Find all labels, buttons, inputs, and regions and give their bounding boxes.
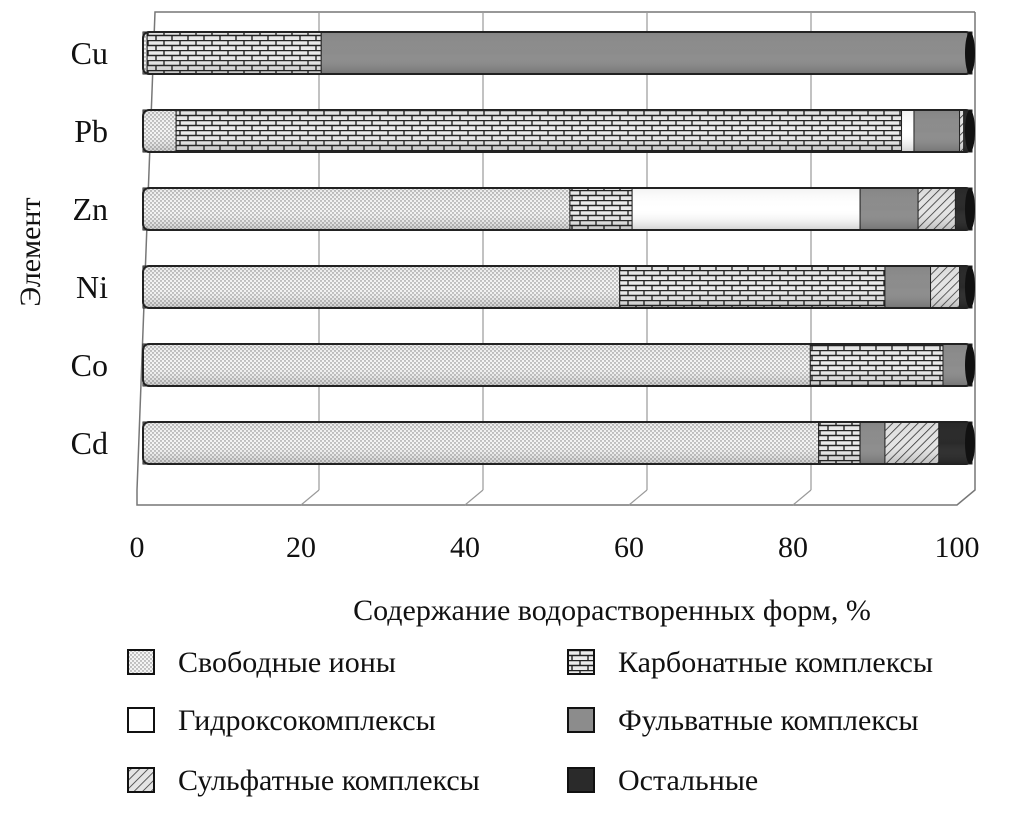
bar-endcap-zn — [965, 188, 975, 230]
bar-endcap-cd — [965, 422, 975, 464]
bar-outline-pb — [143, 110, 972, 152]
bar-endcap-pb — [965, 110, 975, 152]
bar-outline-co — [143, 344, 972, 386]
bar-row-cu — [143, 32, 975, 74]
category-label-co: Co — [70, 347, 108, 383]
bar-endcap-ni — [965, 266, 975, 308]
gridline-floor-20 — [301, 490, 319, 505]
x-tick-40: 40 — [450, 531, 480, 564]
category-label-zn: Zn — [72, 191, 108, 227]
legend-label-1: Карбонатные комплексы — [618, 646, 934, 679]
legend-label-2: Гидроксокомплексы — [178, 704, 436, 737]
y-axis-title: Элемент — [14, 197, 47, 307]
x-tick-60: 60 — [614, 531, 644, 564]
bar-endcap-cu — [965, 32, 975, 74]
legend — [128, 646, 933, 797]
legend-swatch-1 — [568, 650, 594, 674]
legend-item-4 — [128, 764, 480, 797]
x-axis-title: Содержание водорастворенных форм, % — [353, 594, 871, 627]
legend-swatch-4 — [128, 768, 154, 792]
gridline-floor-80 — [793, 490, 811, 505]
category-label-cu: Cu — [70, 35, 108, 71]
x-tick-20: 20 — [286, 531, 316, 564]
bar-outline-cu — [143, 32, 972, 74]
legend-swatch-0 — [128, 650, 154, 674]
legend-swatch-5 — [568, 768, 594, 792]
gridline-floor-60 — [629, 490, 647, 505]
bar-row-zn — [143, 188, 975, 230]
category-label-ni: Ni — [76, 269, 108, 305]
legend-swatch-2 — [128, 708, 154, 732]
x-tick-100: 100 — [934, 531, 980, 564]
legend-item-5 — [568, 764, 758, 797]
legend-label-0: Свободные ионы — [178, 646, 396, 679]
legend-item-2 — [128, 704, 436, 737]
legend-label-5: Остальные — [618, 764, 759, 797]
bar-row-co — [143, 344, 975, 386]
bar-row-ni — [143, 266, 975, 308]
bar-outline-cd — [143, 422, 972, 464]
category-labels — [71, 35, 108, 461]
bars — [143, 32, 975, 464]
legend-swatch-3 — [568, 708, 594, 732]
legend-item-0 — [128, 646, 396, 679]
bar-outline-zn — [143, 188, 972, 230]
gridline-floor-40 — [465, 490, 483, 505]
bar-row-pb — [143, 110, 975, 152]
category-label-pb: Pb — [74, 113, 108, 149]
category-label-cd: Cd — [70, 425, 108, 461]
x-tick-0: 0 — [129, 531, 145, 564]
x-tick-80: 80 — [778, 531, 808, 564]
legend-label-4: Сульфатные комплексы — [178, 764, 480, 797]
bar-row-cd — [143, 422, 975, 464]
legend-item-1 — [568, 646, 933, 679]
legend-label-3: Фульватные комплексы — [618, 704, 919, 737]
bar-endcap-co — [965, 344, 975, 386]
bar-outline-ni — [143, 266, 972, 308]
x-tick-labels — [130, 531, 980, 564]
legend-item-3 — [568, 704, 919, 737]
